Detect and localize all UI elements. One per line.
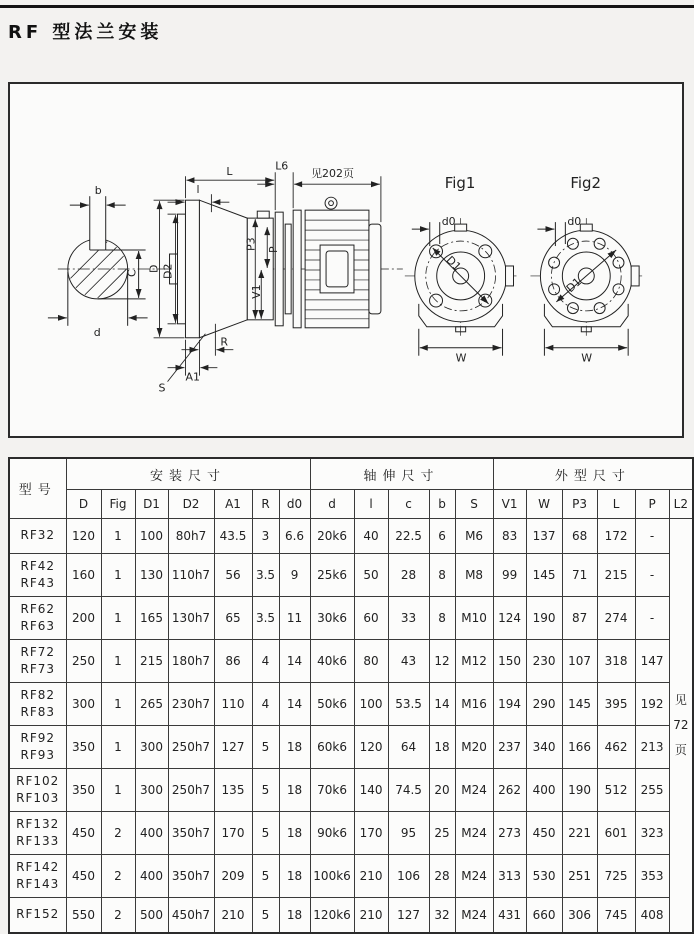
dim-cell: 30k6 — [310, 597, 354, 640]
dim-cell: 300 — [135, 726, 168, 769]
dim-cell: 2 — [101, 855, 135, 898]
dim-cell: 165 — [135, 597, 168, 640]
dim-cell: 80h7 — [168, 519, 214, 554]
dim-cell: 209 — [214, 855, 252, 898]
dim-cell: 18 — [279, 898, 310, 934]
dim-cell: 395 — [597, 683, 635, 726]
dim-cell: 53.5 — [388, 683, 429, 726]
dim-cell: M6 — [455, 519, 493, 554]
dim-cell: 107 — [562, 640, 597, 683]
table-header-groups — [9, 458, 693, 490]
dim-cell: 431 — [493, 898, 526, 934]
dim-cell: 353 — [635, 855, 669, 898]
dim-label-P: P — [267, 246, 281, 254]
dim-cell: 2 — [101, 898, 135, 934]
fig1-dim-label-d0: d0 — [441, 215, 456, 229]
dim-cell: 5 — [252, 726, 279, 769]
col-header-V1: V1 — [493, 490, 526, 519]
dim-cell: 110h7 — [168, 554, 214, 597]
dim-cell: 450 — [66, 855, 101, 898]
dim-cell: 160 — [66, 554, 101, 597]
dim-cell: 172 — [597, 519, 635, 554]
dim-cell: 137 — [526, 519, 562, 554]
model-cell: RF32 — [9, 519, 66, 554]
fig2-flange-view — [530, 218, 642, 356]
dim-cell: 1 — [101, 554, 135, 597]
dim-cell: 221 — [562, 812, 597, 855]
dim-cell: 9 — [279, 554, 310, 597]
dim-label-C: C — [125, 269, 139, 277]
col-header-P: P — [635, 490, 669, 519]
model-cell: RF92 RF93 — [9, 726, 66, 769]
technical-drawing-panel — [8, 82, 684, 438]
dim-cell: 3.5 — [252, 554, 279, 597]
dim-cell: 56 — [214, 554, 252, 597]
model-cell: RF82 RF83 — [9, 683, 66, 726]
dim-cell: 318 — [597, 640, 635, 683]
group-header-outline: 外型尺寸 — [493, 458, 693, 490]
dim-cell: 5 — [252, 812, 279, 855]
table-row — [9, 855, 693, 898]
dim-cell: M10 — [455, 597, 493, 640]
col-header-L: L — [597, 490, 635, 519]
dim-cell: 90k6 — [310, 812, 354, 855]
see-page-note-cell: 见 72 页 — [669, 519, 693, 934]
dim-cell: 140 — [354, 769, 388, 812]
dim-cell: 215 — [597, 554, 635, 597]
dim-cell: 1 — [101, 683, 135, 726]
dim-cell: M8 — [455, 554, 493, 597]
dim-cell: 106 — [388, 855, 429, 898]
dim-cell: 6 — [429, 519, 455, 554]
dim-cell: 512 — [597, 769, 635, 812]
dim-cell: 99 — [493, 554, 526, 597]
fig1-dim-label-D1: D1 — [443, 253, 464, 274]
dim-cell: 170 — [354, 812, 388, 855]
dim-cell: M20 — [455, 726, 493, 769]
dim-cell: 18 — [279, 726, 310, 769]
fig1-flange-view — [405, 218, 517, 356]
dim-cell: 550 — [66, 898, 101, 934]
dim-cell: 50 — [354, 554, 388, 597]
dim-cell: 14 — [279, 683, 310, 726]
dim-cell: 50k6 — [310, 683, 354, 726]
dim-cell: 95 — [388, 812, 429, 855]
dim-cell: 100k6 — [310, 855, 354, 898]
dim-cell: 20k6 — [310, 519, 354, 554]
dim-cell: 14 — [429, 683, 455, 726]
dim-cell: 273 — [493, 812, 526, 855]
model-column-header: 型号 — [9, 458, 66, 519]
dim-cell: 40k6 — [310, 640, 354, 683]
dim-cell: 500 — [135, 898, 168, 934]
dim-cell: 8 — [429, 597, 455, 640]
dim-cell: 255 — [635, 769, 669, 812]
dim-label-P3: P3 — [244, 237, 258, 252]
dim-cell: 350 — [66, 726, 101, 769]
col-header-L2: L2 — [669, 490, 693, 519]
col-header-Fig: Fig — [101, 490, 135, 519]
table-row — [9, 597, 693, 640]
dim-cell: 5 — [252, 769, 279, 812]
col-header-D1: D1 — [135, 490, 168, 519]
dim-cell: 1 — [101, 519, 135, 554]
dim-cell: 1 — [101, 640, 135, 683]
dim-cell: 230 — [526, 640, 562, 683]
col-header-c: c — [388, 490, 429, 519]
dim-cell: 250 — [66, 640, 101, 683]
dim-cell: 250h7 — [168, 769, 214, 812]
col-header-d0: d0 — [279, 490, 310, 519]
dim-label-A1: A1 — [185, 370, 200, 384]
fig2-label: Fig2 — [570, 174, 601, 193]
dimension-drawing — [10, 84, 682, 436]
dim-cell: 18 — [279, 855, 310, 898]
dim-cell: 64 — [388, 726, 429, 769]
dim-cell: 150 — [493, 640, 526, 683]
model-cell: RF152 — [9, 898, 66, 934]
model-cell: RF42 RF43 — [9, 554, 66, 597]
dim-cell: 251 — [562, 855, 597, 898]
dim-cell: 4 — [252, 683, 279, 726]
page-top-border — [0, 5, 694, 8]
fig1-dim-label-W: W — [455, 351, 467, 365]
col-header-d: d — [310, 490, 354, 519]
dim-cell: M24 — [455, 898, 493, 934]
dim-cell: 340 — [526, 726, 562, 769]
model-cell: RF132 RF133 — [9, 812, 66, 855]
col-header-b: b — [429, 490, 455, 519]
table-row — [9, 769, 693, 812]
dim-cell: 12 — [429, 640, 455, 683]
dim-cell: 120k6 — [310, 898, 354, 934]
dim-cell: M16 — [455, 683, 493, 726]
dim-label-L: L — [226, 165, 233, 179]
page-title: RF 型法兰安装 — [8, 22, 163, 43]
dim-cell: 462 — [597, 726, 635, 769]
dim-cell: 194 — [493, 683, 526, 726]
dim-cell: 145 — [526, 554, 562, 597]
dim-cell: 230h7 — [168, 683, 214, 726]
dim-cell: 68 — [562, 519, 597, 554]
dim-cell: 8 — [429, 554, 455, 597]
dim-cell: 180h7 — [168, 640, 214, 683]
dim-label-V1: V1 — [250, 284, 264, 299]
dim-cell: 5 — [252, 855, 279, 898]
dim-cell: 350h7 — [168, 812, 214, 855]
dim-cell: 32 — [429, 898, 455, 934]
dim-cell: 80 — [354, 640, 388, 683]
dim-cell: 110 — [214, 683, 252, 726]
fig2-dim-label-D1: D1 — [563, 275, 585, 296]
model-cell: RF142 RF143 — [9, 855, 66, 898]
dim-cell: 745 — [597, 898, 635, 934]
dim-cell: 43 — [388, 640, 429, 683]
dim-cell: 213 — [635, 726, 669, 769]
dim-cell: 190 — [526, 597, 562, 640]
dim-cell: 1 — [101, 769, 135, 812]
dim-cell: 350 — [66, 769, 101, 812]
dim-cell: 25 — [429, 812, 455, 855]
dim-cell: 1 — [101, 726, 135, 769]
dim-cell: 450 — [66, 812, 101, 855]
dim-cell: 22.5 — [388, 519, 429, 554]
dim-cell: 300 — [66, 683, 101, 726]
group-header-install: 安装尺寸 — [66, 458, 310, 490]
dim-cell: 87 — [562, 597, 597, 640]
shaft-section-view — [48, 196, 148, 330]
table-row — [9, 554, 693, 597]
dim-cell: 660 — [526, 898, 562, 934]
dim-cell: 11 — [279, 597, 310, 640]
dimension-table — [8, 457, 694, 934]
dim-label-D2: D2 — [161, 263, 175, 279]
dim-cell: 450 — [526, 812, 562, 855]
dim-label-l: l — [196, 183, 200, 197]
fig2-dim-label-W: W — [581, 351, 593, 365]
dim-cell: 43.5 — [214, 519, 252, 554]
dim-cell: 190 — [562, 769, 597, 812]
dim-cell: - — [635, 519, 669, 554]
dim-cell: 192 — [635, 683, 669, 726]
col-header-W: W — [526, 490, 562, 519]
dim-cell: 100 — [354, 683, 388, 726]
col-header-S: S — [455, 490, 493, 519]
dim-cell: 28 — [429, 855, 455, 898]
dim-cell: 3.5 — [252, 597, 279, 640]
table-header-columns — [9, 490, 693, 519]
dim-cell: 274 — [597, 597, 635, 640]
dim-cell: M12 — [455, 640, 493, 683]
dim-cell: 300 — [135, 769, 168, 812]
col-header-P3: P3 — [562, 490, 597, 519]
dim-cell: 313 — [493, 855, 526, 898]
fig1-label: Fig1 — [444, 174, 476, 193]
dim-cell: 601 — [597, 812, 635, 855]
dim-cell: 450h7 — [168, 898, 214, 934]
group-header-shaft: 轴伸尺寸 — [310, 458, 493, 490]
dim-cell: 18 — [429, 726, 455, 769]
dim-cell: 725 — [597, 855, 635, 898]
fig2-dim-label-d0: d0 — [567, 215, 582, 229]
dim-cell: 215 — [135, 640, 168, 683]
table-row — [9, 812, 693, 855]
table-row — [9, 519, 693, 554]
col-header-R: R — [252, 490, 279, 519]
dim-cell: 65 — [214, 597, 252, 640]
dim-cell: 530 — [526, 855, 562, 898]
dim-cell: 265 — [135, 683, 168, 726]
dim-cell: 400 — [135, 812, 168, 855]
dim-cell: 127 — [214, 726, 252, 769]
dim-cell: 2 — [101, 812, 135, 855]
dim-cell: 210 — [354, 898, 388, 934]
dim-cell: 70k6 — [310, 769, 354, 812]
dim-cell: 147 — [635, 640, 669, 683]
see-page-note: 见202页 — [311, 167, 354, 181]
dim-cell: 83 — [493, 519, 526, 554]
dim-cell: 20 — [429, 769, 455, 812]
model-cell: RF102 RF103 — [9, 769, 66, 812]
col-header-D2: D2 — [168, 490, 214, 519]
dim-cell: 74.5 — [388, 769, 429, 812]
dim-cell: 18 — [279, 812, 310, 855]
dim-cell: 127 — [388, 898, 429, 934]
dim-cell: 5 — [252, 898, 279, 934]
dim-cell: 100 — [135, 519, 168, 554]
dim-cell: 71 — [562, 554, 597, 597]
dim-cell: 130 — [135, 554, 168, 597]
dim-cell: 350h7 — [168, 855, 214, 898]
dim-label-S: S — [158, 381, 166, 395]
dim-cell: M24 — [455, 855, 493, 898]
dim-cell: 210 — [214, 898, 252, 934]
dim-cell: - — [635, 597, 669, 640]
dim-cell: 306 — [562, 898, 597, 934]
dim-cell: 170 — [214, 812, 252, 855]
dim-cell: 60 — [354, 597, 388, 640]
col-header-l: l — [354, 490, 388, 519]
dim-cell: 1 — [101, 597, 135, 640]
dim-cell: 130h7 — [168, 597, 214, 640]
dim-cell: 408 — [635, 898, 669, 934]
dim-cell: 200 — [66, 597, 101, 640]
dim-cell: 323 — [635, 812, 669, 855]
dim-cell: 400 — [526, 769, 562, 812]
dim-cell: 237 — [493, 726, 526, 769]
dim-cell: 120 — [66, 519, 101, 554]
dim-cell: 14 — [279, 640, 310, 683]
dim-cell: 210 — [354, 855, 388, 898]
dim-label-D: D — [147, 264, 161, 273]
dim-cell: M24 — [455, 769, 493, 812]
table-row — [9, 640, 693, 683]
dim-label-b: b — [94, 184, 102, 198]
col-header-D: D — [66, 490, 101, 519]
table-row — [9, 683, 693, 726]
dim-cell: 6.6 — [279, 519, 310, 554]
dim-cell: 60k6 — [310, 726, 354, 769]
dim-cell: M24 — [455, 812, 493, 855]
dim-cell: - — [635, 554, 669, 597]
dim-cell: 135 — [214, 769, 252, 812]
dim-cell: 3 — [252, 519, 279, 554]
col-header-A1: A1 — [214, 490, 252, 519]
dim-cell: 18 — [279, 769, 310, 812]
dim-label-L6: L6 — [275, 159, 289, 173]
dim-cell: 40 — [354, 519, 388, 554]
dim-cell: 33 — [388, 597, 429, 640]
dim-cell: 86 — [214, 640, 252, 683]
dim-label-R: R — [220, 335, 228, 349]
dim-cell: 290 — [526, 683, 562, 726]
dim-cell: 400 — [135, 855, 168, 898]
dim-cell: 120 — [354, 726, 388, 769]
dim-cell: 124 — [493, 597, 526, 640]
table-row — [9, 898, 693, 934]
dim-cell: 28 — [388, 554, 429, 597]
table-row — [9, 726, 693, 769]
dim-cell: 166 — [562, 726, 597, 769]
dim-cell: 4 — [252, 640, 279, 683]
model-cell: RF62 RF63 — [9, 597, 66, 640]
dim-label-d: d — [93, 325, 101, 339]
dim-cell: 262 — [493, 769, 526, 812]
dim-cell: 145 — [562, 683, 597, 726]
dim-cell: 250h7 — [168, 726, 214, 769]
model-cell: RF72 RF73 — [9, 640, 66, 683]
dim-cell: 25k6 — [310, 554, 354, 597]
